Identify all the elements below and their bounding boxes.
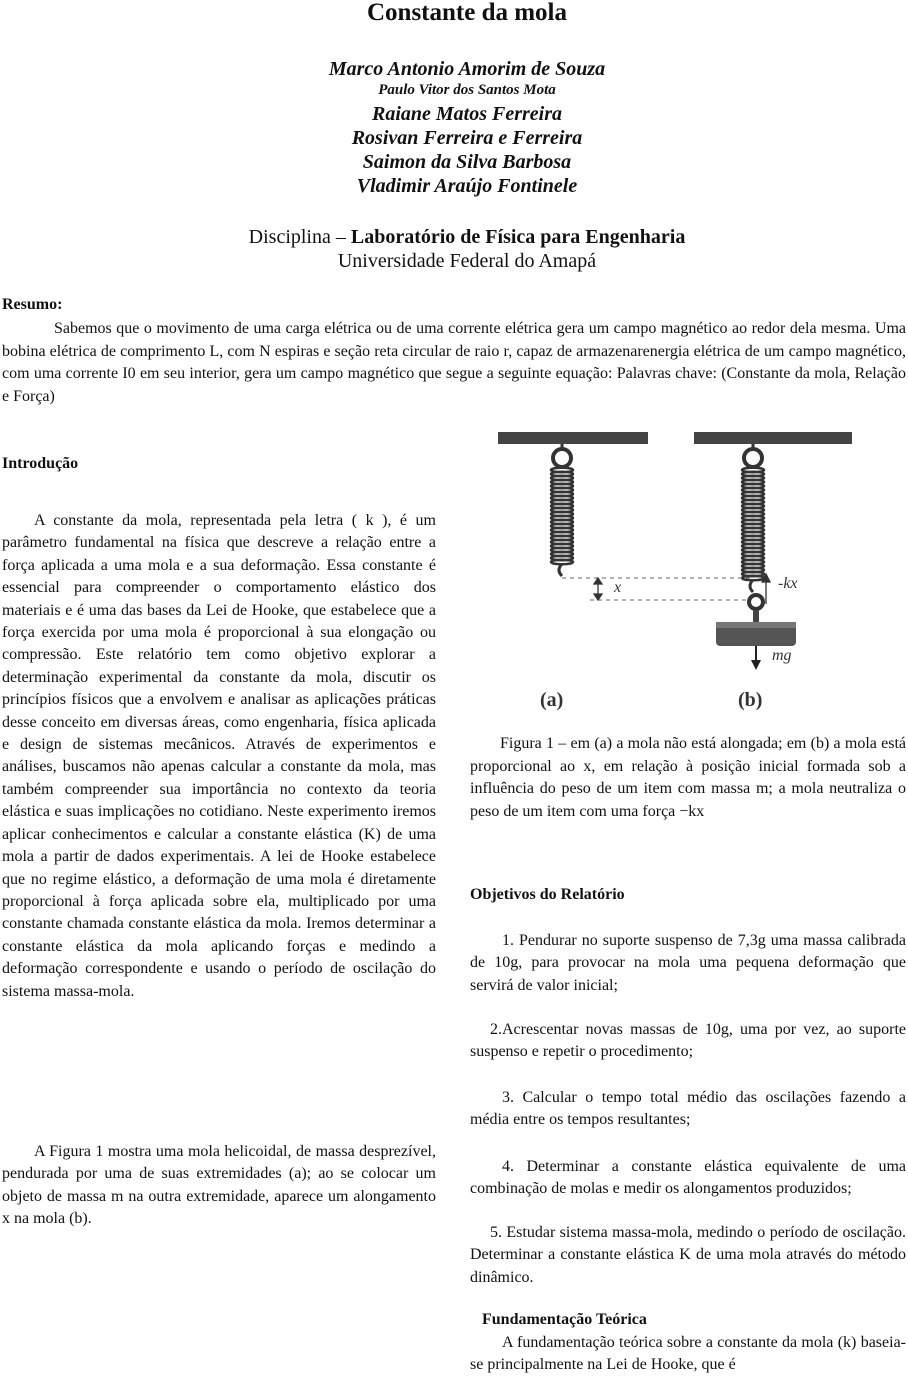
intro-body: A constante da mola, representada pela letra ( k ), é um parâmetro fundamental na física que descreve a relação entre a força aplicada a uma mola e a sua deformação. Essa constante é essencial para compreender o comportamento elástico dos materiais e é uma das bases da Lei de Hooke, que estabelece que a força exercida por uma mola é proporcional à sua elongação ou compressão. Este relatório tem como objetivo explorar a determinação experimental da constante da mola, discutir os princípios físicos que a envolvem e analisar as aplicações práticas desse conceito em diversas áreas, como engenharia, física aplicada e design de sistemas mecânicos. Através de experimentos e análises, buscamos não apenas calcular a constante da mola, mas também compreender sua importância no contexto da teoria elástica e suas implicações no cotidiano. Neste experimento iremos aplicar conhecimentos e calcular a constante elástica (K) de uma mola a partir de dados experimentais. A lei de Hooke estabelece que no regime elástico, a deformação de uma mola é diretamente proporcional à força aplicada sobre ela, multiplicado por uma constante chamada constante elástica da mola. Iremos determinar a constante elástica da mola aplicando forças e medindo a deformação correspondente e usando o período de oscilação do sistema massa-mola.	[2, 512, 436, 1000]
objectives-heading: Objetivos do Relatório	[470, 886, 625, 903]
discipline-prefix: Disciplina –	[248, 226, 351, 248]
discipline-name: Laboratório de Física para Engenharia	[350, 226, 686, 248]
theory-heading: Fundamentação Teórica	[482, 1311, 647, 1328]
objective-text: 2.Acrescentar novas massas de 10g, uma por vez, ao suporte suspenso e repetir o procedimento;	[470, 1021, 906, 1061]
label-a: (a)	[540, 689, 564, 711]
university-name: Universidade Federal do Amapá	[337, 250, 597, 272]
label-mg: mg	[772, 647, 792, 664]
objective-item	[470, 1222, 906, 1289]
theory-paragraph	[470, 1332, 906, 1377]
figure-reference-body: A Figura 1 mostra uma mola helicoidal, de massa desprezível, pendurada por uma de suas extremidades (a); ao se colocar um objeto de massa m na outra extremidade, aparece um alongamento x na mola (b).	[2, 1143, 436, 1228]
author-list	[0, 57, 908, 198]
spring-figure	[470, 428, 906, 724]
author-name: Paulo Vitor dos Santos Mota	[378, 82, 556, 98]
abstract-text	[2, 318, 906, 408]
objective-item	[470, 1156, 906, 1201]
objective-text: 5. Estudar sistema massa-mola, medindo o período de oscilação. Determinar a constante elástica K de uma mola através do método dinâmico.	[470, 1224, 906, 1286]
objective-item	[470, 1087, 906, 1132]
objective-text: 1. Pendurar no suporte suspenso de 7,3g uma massa calibrada de 10g, para provocar na mola uma pequena deformação que servirá de valor inicial;	[470, 932, 906, 994]
figure-caption-body: Figura 1 – em (a) a mola não está alongada; em (b) a mola está proporcional ao x, em relação à posição inicial formada sob a influência do peso de um item com massa m; a mola neutraliza o peso de um item com uma força −kx	[470, 735, 906, 820]
author-name: Saimon da Silva Barbosa	[362, 151, 572, 173]
figure-reference-paragraph	[2, 1141, 436, 1231]
objective-item	[470, 1019, 906, 1064]
objective-item	[470, 930, 906, 997]
intro-paragraph	[2, 510, 436, 1003]
intro-heading: Introdução	[2, 455, 79, 472]
paper-title: Constante da mola	[366, 0, 567, 26]
label-kx: -kx	[778, 575, 798, 592]
author-name: Vladimir Araújo Fontinele	[356, 175, 578, 197]
theory-body: A fundamentação teórica sobre a constante da mola (k) baseia-se principalmente na Lei de Hooke, que é	[470, 1334, 906, 1374]
objective-text: 3. Calcular o tempo total médio das oscilações fazendo a média entre os tempos resultantes;	[470, 1089, 906, 1129]
abstract-body: Sabemos que o movimento de uma carga elétrica ou de uma corrente elétrica gera um campo magnético ao redor dela mesma. Uma bobina elétrica de comprimento L, com N espiras e seção reta circular de raio r, capaz de armazenarenergia elétrica de um campo magnético, com uma corrente I0 em seu interior, gera um campo magnético que segue a seguinte equação: Palavras chave: (Constante da mola, Relação e Força)	[2, 320, 906, 405]
support-bar-a	[498, 432, 648, 444]
label-x: x	[614, 579, 622, 596]
figure-caption	[470, 733, 906, 823]
affiliation-block	[0, 225, 908, 273]
spring-diagram	[470, 428, 906, 724]
discipline-line	[0, 225, 908, 249]
author-name: Rosivan Ferreira e Ferreira	[351, 127, 583, 149]
label-b: (b)	[738, 689, 763, 711]
author-name: Marco Antonio Amorim de Souza	[328, 58, 606, 80]
support-bar-b	[694, 432, 852, 444]
author-name: Raiane Matos Ferreira	[371, 103, 563, 125]
abstract-heading: Resumo:	[2, 296, 63, 313]
objective-text: 4. Determinar a constante elástica equivalente de uma combinação de molas e medir os alongamentos produzidos;	[470, 1158, 906, 1198]
